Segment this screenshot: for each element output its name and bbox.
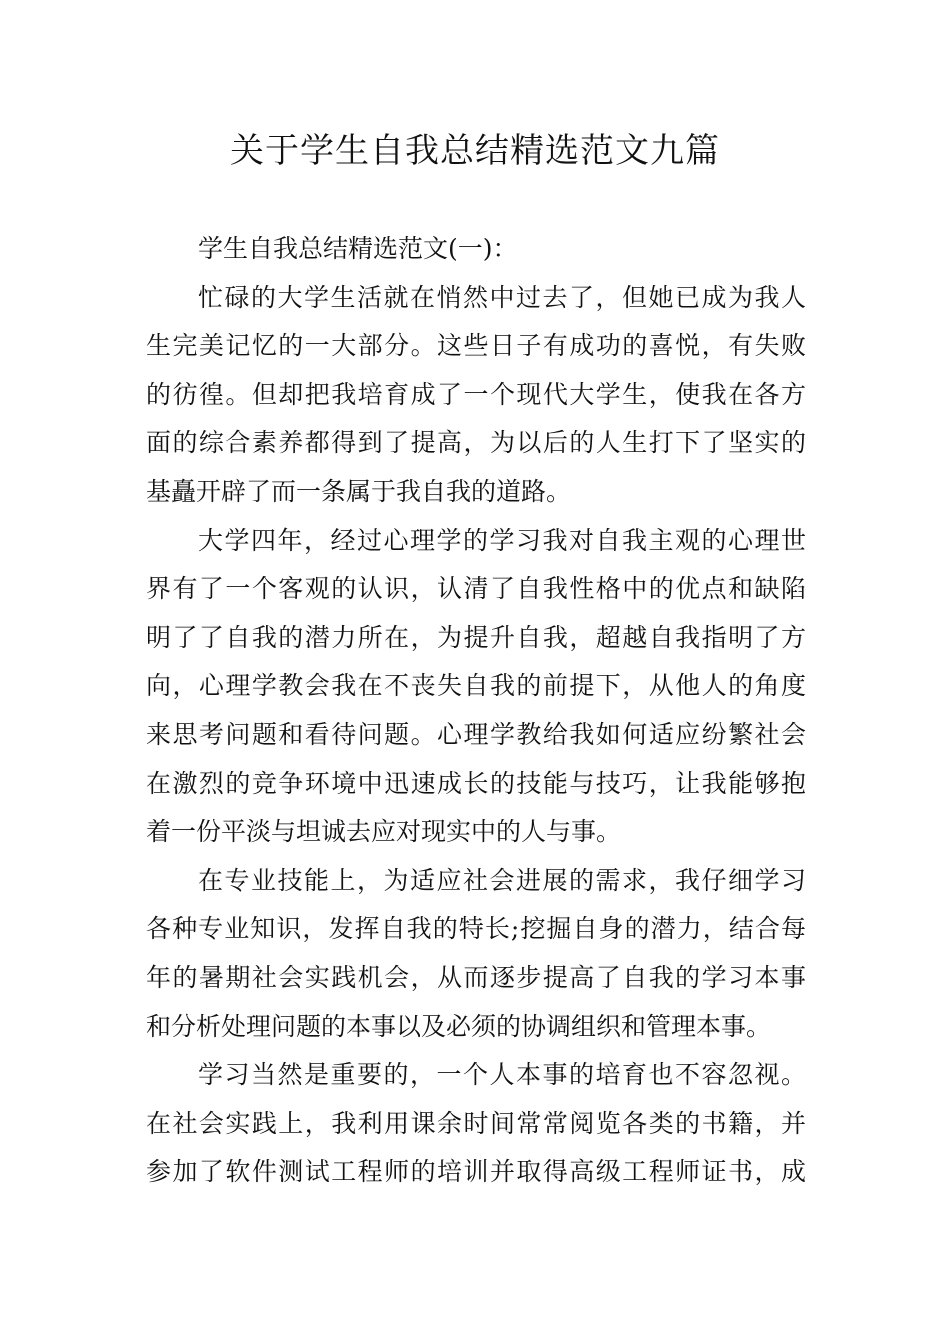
body-text-line: 年的暑期社会实践机会，从而逐步提高了自我的学习本事 [146, 962, 806, 992]
body-text-line: 参加了软件测试工程师的培训并取得高级工程师证书，成 [146, 1157, 806, 1187]
body-text-line: 学生自我总结精选范文(一)： [198, 234, 518, 263]
body-text-line: 着一份平淡与坦诚去应对现实中的人与事。 [146, 817, 622, 847]
body-text-line: 和分析处理问题的本事以及必须的协调组织和管理本事。 [146, 1011, 772, 1041]
body-text-line: 向，心理学教会我在不丧失自我的前提下，从他人的角度 [146, 671, 806, 701]
body-text-line: 界有了一个客观的认识，认清了自我性格中的优点和缺陷 [146, 574, 806, 604]
document-title: 关于学生自我总结精选范文九篇 [230, 131, 720, 171]
body-text-line: 在专业技能上，为适应社会进展的需求，我仔细学习 [198, 865, 806, 895]
body-text-line: 来思考问题和看待问题。心理学教给我如何适应纷繁社会 [146, 719, 806, 749]
body-text-line: 明了了自我的潜力所在，为提升自我，超越自我指明了方 [146, 622, 806, 652]
body-text-line: 基矗开辟了而一条属于我自我的道路。 [146, 476, 572, 506]
body-text-line: 忙碌的大学生活就在悄然中过去了，但她已成为我人 [198, 282, 806, 312]
body-text-line: 生完美记忆的一大部分。这些日子有成功的喜悦，有失败 [146, 331, 806, 361]
body-text-line: 学习当然是重要的，一个人本事的培育也不容忽视。 [198, 1060, 806, 1090]
body-text-line: 面的综合素养都得到了提高，为以后的人生打下了坚实的 [146, 428, 806, 458]
body-text-line: 各种专业知识，发挥自我的特长;挖掘自身的潜力，结合每 [146, 914, 806, 944]
body-text-line: 大学四年，经过心理学的学习我对自我主观的心理世 [198, 525, 806, 555]
body-text-line: 在激烈的竞争环境中迅速成长的技能与技巧，让我能够抱 [146, 768, 806, 798]
body-text-line: 在社会实践上，我利用课余时间常常阅览各类的书籍，并 [146, 1108, 806, 1138]
document-body [146, 225, 806, 1197]
body-text-line: 的彷徨。但却把我培育成了一个现代大学生，使我在各方 [146, 379, 806, 409]
